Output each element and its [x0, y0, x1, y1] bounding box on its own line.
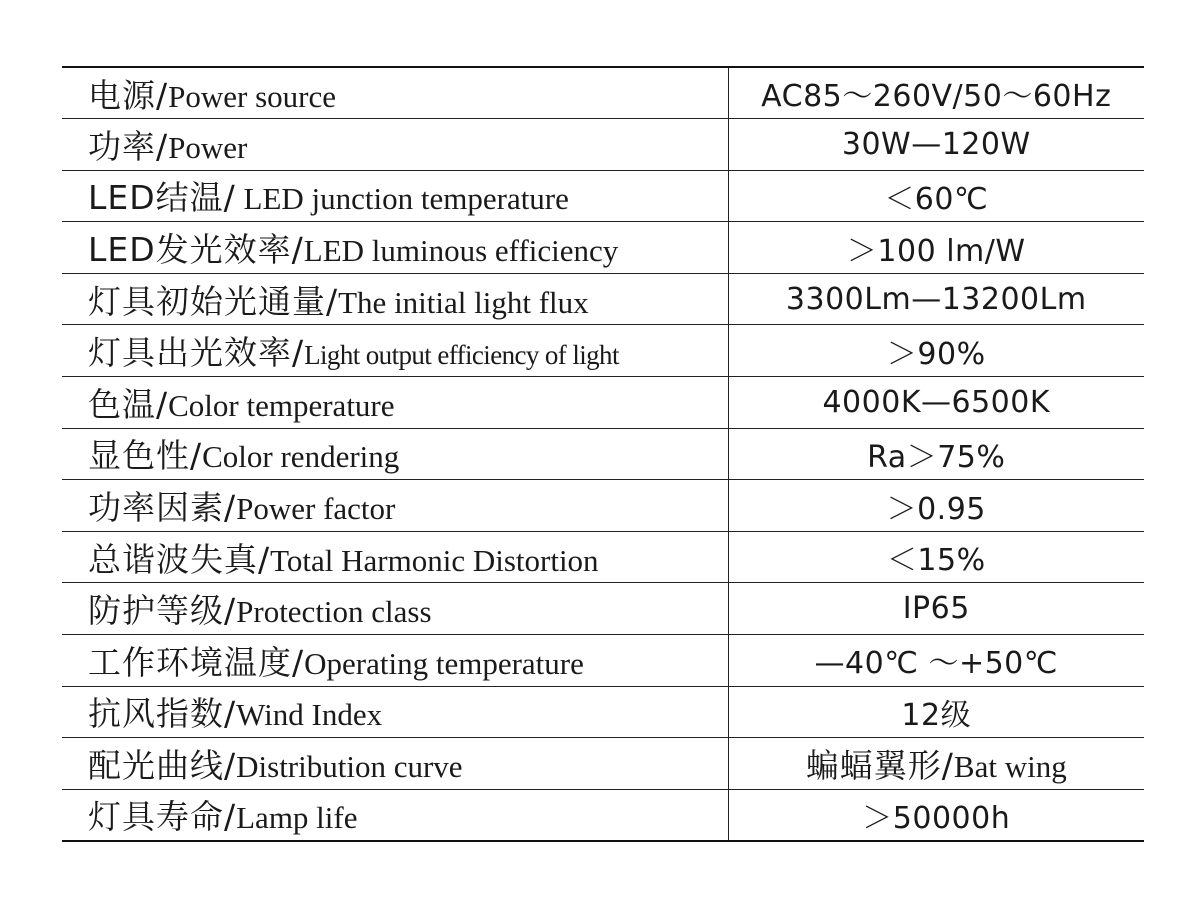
spec-value-en: Bat wing: [953, 749, 1067, 785]
spec-label-zh: 工作环境温度/: [88, 642, 305, 682]
table-row: [62, 531, 1144, 583]
spec-label-en: The initial light flux: [338, 284, 589, 320]
spec-value-zh: 蝙蝠翼形/: [805, 746, 954, 786]
spec-label-en: Power: [168, 129, 248, 165]
spec-value-text: IP65: [902, 591, 970, 627]
table-row: [62, 583, 1144, 635]
spec-value: [728, 170, 1144, 222]
spec-label-zh: 灯具寿命/: [88, 797, 237, 837]
table-row: [62, 170, 1144, 222]
table-row: [62, 428, 1144, 480]
spec-value: [728, 635, 1144, 687]
spec-label-zh: 总谐波失真/: [88, 539, 271, 579]
spec-label-en: Light output efficiency of light: [304, 340, 619, 371]
spec-label-zh: 电源/: [88, 75, 169, 115]
spec-label-zh: 色温/: [88, 384, 169, 424]
spec-label: [62, 686, 728, 738]
table-row: [62, 635, 1144, 687]
spec-value-text: ＞100 lm/W: [846, 233, 1026, 269]
spec-value-text: ＞50000h: [862, 800, 1011, 836]
spec-label-zh: 配光曲线/: [88, 746, 237, 786]
spec-value: [728, 273, 1144, 325]
spec-label: [62, 222, 728, 274]
spec-label: [62, 789, 728, 841]
table-row: [62, 325, 1144, 377]
spec-label: [62, 119, 728, 171]
spec-label-en: Total Harmonic Distortion: [270, 542, 599, 578]
spec-label-zh: 显色性/: [88, 436, 203, 476]
spec-value-text: ＜15%: [886, 543, 986, 579]
spec-label-en: LED junction temperature: [235, 181, 569, 217]
spec-label: [62, 480, 728, 532]
spec-value: [728, 480, 1144, 532]
spec-label-zh: 抗风指数/: [88, 694, 237, 734]
spec-table: [62, 66, 1144, 842]
spec-label-zh: 功率/: [88, 126, 169, 166]
spec-label-en: Protection class: [236, 594, 432, 630]
table-row: [62, 273, 1144, 325]
spec-label: [62, 428, 728, 480]
spec-value: [728, 222, 1144, 274]
spec-value-text: —40℃ ～+50℃: [814, 646, 1058, 682]
spec-label-zh: LED结温/: [88, 178, 236, 218]
spec-label-zh: 灯具出光效率/: [88, 333, 305, 373]
spec-label-en: Distribution curve: [236, 749, 463, 785]
spec-label: [62, 377, 728, 429]
spec-value-text: 3300Lm—13200Lm: [785, 281, 1087, 317]
spec-label: [62, 170, 728, 222]
spec-value: [728, 428, 1144, 480]
spec-label-en: Power factor: [236, 491, 396, 527]
spec-value-text: ＞0.95: [886, 491, 986, 527]
spec-label: [62, 273, 728, 325]
spec-value: [728, 119, 1144, 171]
spec-label: [62, 67, 728, 119]
spec-label-zh: LED发光效率/: [88, 230, 304, 270]
spec-label-zh: 防护等级/: [88, 591, 237, 631]
spec-value: [728, 377, 1144, 429]
spec-value: [728, 67, 1144, 119]
spec-value-text: 30W—120W: [841, 126, 1031, 162]
spec-label: [62, 738, 728, 790]
table-row: [62, 67, 1144, 119]
spec-value-text: 12级: [901, 697, 972, 733]
spec-label: [62, 635, 728, 687]
table-row: [62, 222, 1144, 274]
table-row: [62, 377, 1144, 429]
spec-value: [728, 583, 1144, 635]
spec-label-en: Color temperature: [168, 387, 395, 423]
spec-label: [62, 583, 728, 635]
spec-label-zh: 功率因素/: [88, 488, 237, 528]
spec-label-zh: 灯具初始光通量/: [88, 281, 339, 321]
table-row: [62, 789, 1144, 841]
spec-label-en: Color rendering: [202, 439, 400, 475]
table-row: [62, 119, 1144, 171]
spec-value: [728, 738, 1144, 790]
spec-value-text: Ra＞75%: [867, 439, 1006, 475]
spec-value-text: 4000K—6500K: [822, 384, 1051, 420]
spec-value-text: AC85～260V/50～60Hz: [761, 79, 1112, 115]
spec-label-en: Wind Index: [236, 697, 383, 733]
spec-value: [728, 686, 1144, 738]
spec-value: [728, 789, 1144, 841]
spec-value: [728, 325, 1144, 377]
spec-label: [62, 325, 728, 377]
table-row: [62, 686, 1144, 738]
spec-value-text: ＜60℃: [884, 181, 989, 217]
spec-label: [62, 531, 728, 583]
spec-label-en: Operating temperature: [304, 645, 584, 681]
spec-label-en: Power source: [168, 78, 336, 114]
spec-label-en: Lamp life: [236, 800, 358, 836]
spec-value-text: ＞90%: [886, 336, 986, 372]
spec-value: [728, 531, 1144, 583]
spec-label-en: LED luminous efficiency: [303, 233, 619, 269]
table-row: [62, 480, 1144, 532]
table-row: [62, 738, 1144, 790]
